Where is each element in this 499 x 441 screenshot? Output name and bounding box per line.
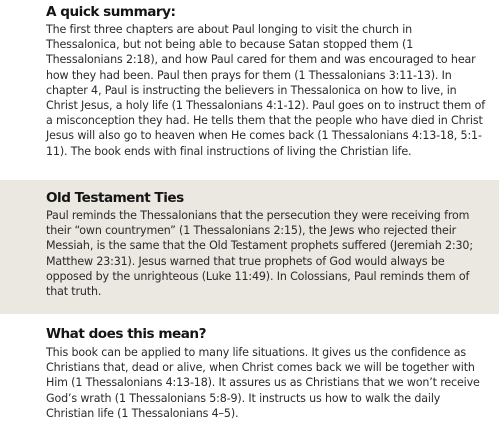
summary-section	[0, 0, 499, 180]
old-testament-ties-section	[0, 180, 499, 314]
summary-heading: A quick summary:	[46, 4, 176, 20]
what-does-this-mean-section	[0, 314, 499, 441]
what-does-this-mean-body: This book can be applied to many life situations. It gives us the confidence as Christians that, dead or alive, when Christ comes back we will be together with Him (1 Thessalonians 4:13-18). It assures us as Christians that we won’t receive God’s wrath (1 Thessalonians 5:8-9). It instructs us how to walk the daily Christian life (1 Thessalonians 4–5).	[46, 346, 480, 420]
summary-body: The first three chapters are about Paul longing to visit the church in Thessalonica, but not being able to because Satan stopped them (1 Thessalonians 2:18), and how Paul cared for them and was encouraged to hear how they had been. Paul then prays for them (1 Thessalonians 3:11-13). In chapter 4, Paul is instructing the believers in Thessalonica on how to live, in Christ Jesus, a holy life (1 Thessalonians 4:1-12). Paul goes on to instruct them of a misconception they had. He tells them that the people who have died in Christ Jesus will also go to heaven when He comes back (1 Thessalonians 4:13-18, 5:1-11). The book ends with final instructions of living the Christian life.	[46, 23, 485, 158]
old-testament-ties-heading: Old Testament Ties	[46, 190, 184, 206]
old-testament-ties-body: Paul reminds the Thessalonians that the persecution they were receiving from their “own countrymen” (1 Thessalonians 2:15), the Jews who rejected their Messiah, is the same that the Old Testament prophets suffered (Jeremiah 2:30; Matthew 23:31). Jesus warned that true prophets of God would always be opposed by the unrighteous (Luke 11:49). In Colossians, Paul reminds them of that truth.	[46, 209, 473, 299]
what-does-this-mean-heading: What does this mean?	[46, 326, 206, 342]
